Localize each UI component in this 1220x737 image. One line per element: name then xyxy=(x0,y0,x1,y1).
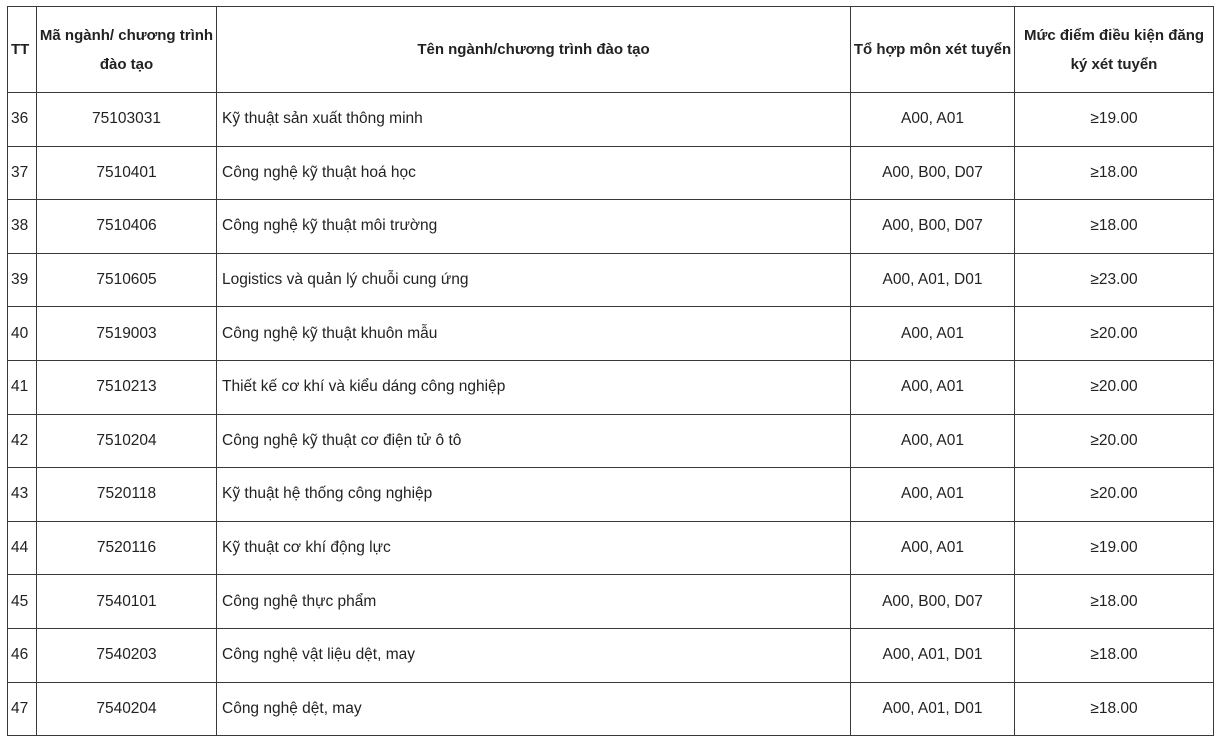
cell-code: 7510213 xyxy=(37,360,217,414)
cell-tt: 45 xyxy=(8,575,37,629)
cell-code: 7540204 xyxy=(37,682,217,736)
cell-name: Công nghệ dệt, may xyxy=(217,682,851,736)
cell-combo: A00, B00, D07 xyxy=(851,146,1015,200)
table-row xyxy=(8,682,1214,736)
cell-name: Công nghệ vật liệu dệt, may xyxy=(217,628,851,682)
cell-score: ≥18.00 xyxy=(1015,146,1214,200)
cell-combo: A00, B00, D07 xyxy=(851,200,1015,254)
cell-tt: 36 xyxy=(8,93,37,147)
cell-combo: A00, A01 xyxy=(851,307,1015,361)
cell-tt: 47 xyxy=(8,682,37,736)
header-code: Mã ngành/ chương trình đào tạo xyxy=(37,7,217,93)
cell-combo: A00, A01 xyxy=(851,360,1015,414)
cell-code: 75103031 xyxy=(37,93,217,147)
cell-code: 7510406 xyxy=(37,200,217,254)
cell-name: Kỹ thuật sản xuất thông minh xyxy=(217,93,851,147)
header-row xyxy=(8,7,1214,93)
cell-combo: A00, A01 xyxy=(851,468,1015,522)
cell-score: ≥20.00 xyxy=(1015,307,1214,361)
cell-code: 7520118 xyxy=(37,468,217,522)
cell-name: Công nghệ kỹ thuật môi trường xyxy=(217,200,851,254)
table-row xyxy=(8,468,1214,522)
cell-name: Kỹ thuật hệ thống công nghiệp xyxy=(217,468,851,522)
cell-tt: 46 xyxy=(8,628,37,682)
cell-code: 7519003 xyxy=(37,307,217,361)
cell-score: ≥18.00 xyxy=(1015,628,1214,682)
cell-name: Công nghệ thực phẩm xyxy=(217,575,851,629)
cell-name: Công nghệ kỹ thuật khuôn mẫu xyxy=(217,307,851,361)
cell-score: ≥18.00 xyxy=(1015,575,1214,629)
table-header xyxy=(8,7,1214,93)
cell-combo: A00, A01, D01 xyxy=(851,628,1015,682)
table-row xyxy=(8,575,1214,629)
header-combo: Tổ hợp môn xét tuyển xyxy=(851,7,1015,93)
table-row xyxy=(8,253,1214,307)
cell-combo: A00, A01 xyxy=(851,414,1015,468)
header-tt: TT xyxy=(8,7,37,93)
cell-score: ≥19.00 xyxy=(1015,93,1214,147)
cell-code: 7540203 xyxy=(37,628,217,682)
table-row xyxy=(8,93,1214,147)
table-row xyxy=(8,521,1214,575)
admissions-table-container xyxy=(7,6,1214,736)
cell-tt: 38 xyxy=(8,200,37,254)
table-body xyxy=(8,93,1214,736)
cell-name: Công nghệ kỹ thuật cơ điện tử ô tô xyxy=(217,414,851,468)
cell-name: Kỹ thuật cơ khí động lực xyxy=(217,521,851,575)
cell-tt: 44 xyxy=(8,521,37,575)
table-row xyxy=(8,200,1214,254)
cell-score: ≥18.00 xyxy=(1015,682,1214,736)
table-row xyxy=(8,628,1214,682)
cell-name: Logistics và quản lý chuỗi cung ứng xyxy=(217,253,851,307)
cell-code: 7510204 xyxy=(37,414,217,468)
table-row xyxy=(8,360,1214,414)
cell-tt: 39 xyxy=(8,253,37,307)
cell-tt: 42 xyxy=(8,414,37,468)
cell-score: ≥18.00 xyxy=(1015,200,1214,254)
admissions-table xyxy=(7,6,1214,736)
header-name: Tên ngành/chương trình đào tạo xyxy=(217,7,851,93)
cell-combo: A00, B00, D07 xyxy=(851,575,1015,629)
cell-score: ≥20.00 xyxy=(1015,414,1214,468)
cell-combo: A00, A01 xyxy=(851,521,1015,575)
table-row xyxy=(8,146,1214,200)
cell-tt: 41 xyxy=(8,360,37,414)
cell-combo: A00, A01 xyxy=(851,93,1015,147)
cell-tt: 40 xyxy=(8,307,37,361)
cell-score: ≥20.00 xyxy=(1015,468,1214,522)
table-row xyxy=(8,307,1214,361)
cell-combo: A00, A01, D01 xyxy=(851,682,1015,736)
table-row xyxy=(8,414,1214,468)
cell-code: 7510401 xyxy=(37,146,217,200)
cell-name: Thiết kế cơ khí và kiểu dáng công nghiệp xyxy=(217,360,851,414)
cell-tt: 43 xyxy=(8,468,37,522)
cell-combo: A00, A01, D01 xyxy=(851,253,1015,307)
cell-code: 7520116 xyxy=(37,521,217,575)
cell-name: Công nghệ kỹ thuật hoá học xyxy=(217,146,851,200)
cell-score: ≥20.00 xyxy=(1015,360,1214,414)
cell-score: ≥23.00 xyxy=(1015,253,1214,307)
cell-score: ≥19.00 xyxy=(1015,521,1214,575)
cell-code: 7510605 xyxy=(37,253,217,307)
cell-code: 7540101 xyxy=(37,575,217,629)
cell-tt: 37 xyxy=(8,146,37,200)
header-score: Mức điểm điều kiện đăng ký xét tuyển xyxy=(1015,7,1214,93)
